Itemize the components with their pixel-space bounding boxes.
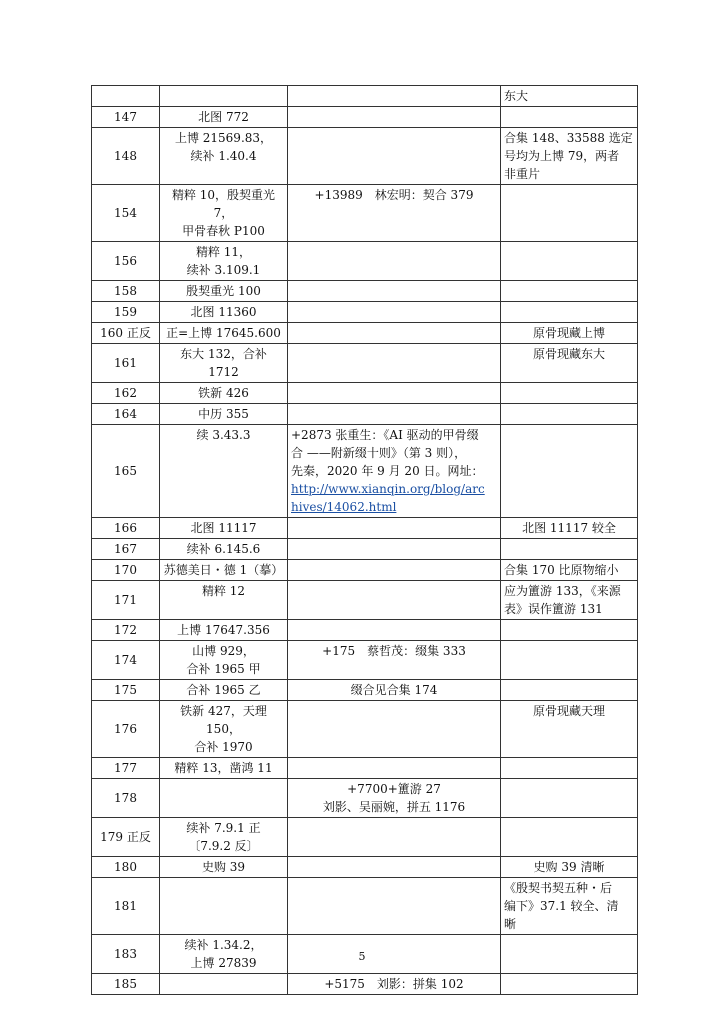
source-line: 北图 772: [198, 110, 249, 124]
cell-join: [288, 128, 501, 185]
cell-note: [501, 425, 638, 518]
table-row: [92, 974, 638, 995]
cell-source: [160, 185, 288, 242]
table-row: [92, 185, 638, 242]
cell-source: [160, 344, 288, 383]
cell-number: 167: [92, 539, 160, 560]
table-row: [92, 758, 638, 779]
cell-join: [288, 425, 501, 518]
cell-join: [288, 581, 501, 620]
cell-source: [160, 518, 288, 539]
source-line: 殷契重光 100: [186, 284, 261, 298]
note-line: 非重片: [504, 167, 541, 181]
cell-number: 183: [92, 935, 160, 974]
cell-source: [160, 680, 288, 701]
cell-join: [288, 242, 501, 281]
note-line: 史购 39 清晰: [533, 860, 605, 874]
cell-number: 181: [92, 878, 160, 935]
cell-note: [501, 281, 638, 302]
table-row: [92, 857, 638, 878]
cell-note: [501, 560, 638, 581]
source-line: 北图 11360: [190, 305, 257, 319]
table-row: [92, 701, 638, 758]
source-line: 续补 3.109.1: [186, 263, 261, 277]
table-row: [92, 323, 638, 344]
cell-source: [160, 818, 288, 857]
table-row: [92, 641, 638, 680]
cell-note: [501, 878, 638, 935]
cell-source: [160, 383, 288, 404]
cell-note: [501, 242, 638, 281]
cell-note: [501, 857, 638, 878]
cell-source: [160, 128, 288, 185]
note-line: 应为簠游 133，《来源: [504, 584, 621, 598]
cell-note: [501, 974, 638, 995]
note-line: 北图 11117 较全: [522, 521, 616, 535]
cell-note: [501, 404, 638, 425]
table-row: [92, 302, 638, 323]
cell-source: [160, 560, 288, 581]
cell-note: [501, 680, 638, 701]
cell-number: 154: [92, 185, 160, 242]
table-row: [92, 86, 638, 107]
table-row: [92, 344, 638, 383]
note-line: 《殷契书契五种・后: [504, 881, 613, 895]
cell-note: [501, 779, 638, 818]
table-row: [92, 404, 638, 425]
cell-note: [501, 758, 638, 779]
source-line: 合补 1970: [194, 740, 253, 754]
cell-number: 148: [92, 128, 160, 185]
source-line: 续补 1.40.4: [190, 149, 257, 163]
source-line: 东大 132，合补 1712: [180, 347, 267, 379]
cell-join: [288, 344, 501, 383]
cell-note: [501, 185, 638, 242]
source-line: 续补 7.9.1 正: [186, 821, 261, 835]
table-row: [92, 518, 638, 539]
cell-source: [160, 404, 288, 425]
cell-source: [160, 581, 288, 620]
source-line: 上博 17647.356: [177, 623, 270, 637]
join-line: +7700+簠游 27: [347, 782, 441, 796]
table-row: [92, 620, 638, 641]
cell-number: 177: [92, 758, 160, 779]
cell-note: [501, 128, 638, 185]
table-row: [92, 680, 638, 701]
cell-source: [160, 86, 288, 107]
source-line: 甲骨春秋 P100: [182, 224, 265, 238]
source-line: 中历 355: [198, 407, 249, 421]
join-line: +13989 林宏明：契合 379: [314, 188, 474, 202]
cell-source: [160, 974, 288, 995]
cell-join: [288, 518, 501, 539]
cell-source: [160, 425, 288, 518]
cell-number: 160 正反: [92, 323, 160, 344]
cell-source: [160, 641, 288, 680]
cell-join: [288, 383, 501, 404]
source-line: 上博 27839: [190, 956, 257, 970]
source-line: 合补 1965 乙: [186, 683, 261, 697]
cell-number: 147: [92, 107, 160, 128]
source-line: 正=上博 17645.600: [166, 326, 281, 340]
note-line: 原骨现藏东大: [532, 347, 605, 361]
cell-join: [288, 758, 501, 779]
cell-number: 158: [92, 281, 160, 302]
table-row: [92, 539, 638, 560]
join-line: +5175 刘影：拼集 102: [324, 977, 464, 991]
cell-join: [288, 302, 501, 323]
source-line: 续补 1.34.2，: [184, 938, 263, 952]
table-row: [92, 779, 638, 818]
table-row: [92, 281, 638, 302]
cell-source: [160, 539, 288, 560]
source-line: 铁新 426: [198, 386, 249, 400]
note-line: 表》误作簠游 131: [504, 602, 603, 616]
cell-join: [288, 701, 501, 758]
source-line: 〔7.9.2 反〕: [188, 839, 259, 853]
cell-join: [288, 620, 501, 641]
cell-source: [160, 620, 288, 641]
join-line: 刘影、吴丽婉，拼五 1176: [322, 800, 466, 814]
source-line: 山博 929，: [192, 644, 255, 658]
cell-number: 161: [92, 344, 160, 383]
note-line: 晰: [504, 917, 517, 931]
cell-number: 166: [92, 518, 160, 539]
cell-source: [160, 323, 288, 344]
cell-source: [160, 242, 288, 281]
cell-join: [288, 86, 501, 107]
cell-note: [501, 383, 638, 404]
reference-link[interactable]: hives/14062.html: [291, 500, 397, 514]
page-number: 5: [358, 950, 366, 963]
source-line: 北图 11117: [190, 521, 257, 535]
cell-source: [160, 857, 288, 878]
source-line: 精粹 11，: [195, 245, 252, 259]
cell-number: 156: [92, 242, 160, 281]
cell-number: 170: [92, 560, 160, 581]
table-row: [92, 425, 638, 518]
note-line: 合集 148、33588 选定: [504, 131, 633, 145]
cell-source: [160, 758, 288, 779]
source-line: 精粹 10，殷契重光 7，: [171, 188, 276, 220]
table-row: [92, 242, 638, 281]
table-row: [92, 818, 638, 857]
reference-link[interactable]: http://www.xianqin.org/blog/arc: [291, 482, 485, 496]
source-line: 铁新 427，天理 150，: [180, 704, 267, 736]
cell-number: 176: [92, 701, 160, 758]
cell-number: 180: [92, 857, 160, 878]
source-line: 合补 1965 甲: [186, 662, 261, 676]
cell-note: [501, 302, 638, 323]
cell-join: [288, 560, 501, 581]
join-line: 合 ——附新缀十则》（第 3 则），: [291, 446, 467, 460]
cell-note: [501, 641, 638, 680]
cell-join: [288, 680, 501, 701]
cell-join: [288, 185, 501, 242]
note-line: 编下》37.1 较全、清: [504, 899, 619, 913]
note-line: 号均为上博 79，两者: [504, 149, 620, 163]
cell-number: 159: [92, 302, 160, 323]
cell-source: [160, 281, 288, 302]
cell-number: 171: [92, 581, 160, 620]
source-line: 上博 21569.83，: [174, 131, 273, 145]
cell-note: [501, 107, 638, 128]
cell-source: [160, 878, 288, 935]
cell-note: [501, 818, 638, 857]
table-row: [92, 107, 638, 128]
note-line: 合集 170 比原物缩小: [504, 563, 619, 577]
table-row: [92, 383, 638, 404]
cell-source: [160, 107, 288, 128]
catalog-table: [91, 85, 638, 995]
cell-number: 162: [92, 383, 160, 404]
cell-join: [288, 878, 501, 935]
cell-source: [160, 701, 288, 758]
cell-note: [501, 620, 638, 641]
cell-note: [501, 701, 638, 758]
cell-note: [501, 344, 638, 383]
cell-source: [160, 302, 288, 323]
table-row: [92, 878, 638, 935]
cell-join: [288, 323, 501, 344]
source-line: 精粹 13，凿鸿 11: [174, 761, 273, 775]
cell-number: 178: [92, 779, 160, 818]
cell-number: 172: [92, 620, 160, 641]
source-line: 苏德美日・德 1（摹）: [163, 563, 284, 577]
note-line: 原骨现藏上博: [532, 326, 605, 340]
cell-join: [288, 107, 501, 128]
source-line: 续补 6.145.6: [186, 542, 261, 556]
cell-number: 175: [92, 680, 160, 701]
note-line: 原骨现藏天理: [532, 704, 605, 718]
cell-number: 179 正反: [92, 818, 160, 857]
cell-join: [288, 779, 501, 818]
cell-number: 165: [92, 425, 160, 518]
source-line: 史购 39: [201, 860, 246, 874]
catalog-table-body: [92, 86, 638, 995]
note-line: 东大: [504, 89, 529, 103]
cell-number: 185: [92, 974, 160, 995]
table-row: [92, 560, 638, 581]
join-line: 先秦，2020 年 9 月 20 日。网址：: [291, 464, 484, 478]
cell-join: [288, 857, 501, 878]
cell-join: [288, 281, 501, 302]
table-row: [92, 128, 638, 185]
source-line: 精粹 12: [201, 584, 246, 598]
cell-note: [501, 539, 638, 560]
cell-note: [501, 581, 638, 620]
cell-number: [92, 86, 160, 107]
cell-note: [501, 86, 638, 107]
cell-number: 174: [92, 641, 160, 680]
cell-source: [160, 779, 288, 818]
join-line: 缀合见合集 174: [350, 683, 438, 697]
cell-note: [501, 518, 638, 539]
table-row: [92, 581, 638, 620]
cell-join: [288, 818, 501, 857]
cell-join: [288, 404, 501, 425]
cell-join: [288, 641, 501, 680]
cell-join: [288, 539, 501, 560]
cell-number: 164: [92, 404, 160, 425]
source-line: 续 3.43.3: [196, 428, 251, 442]
cell-note: [501, 323, 638, 344]
cell-join: [288, 974, 501, 995]
join-line: +2873 张重生：《AI 驱动的甲骨缀: [291, 428, 479, 442]
join-line: +175 蔡哲茂：缀集 333: [322, 644, 466, 658]
